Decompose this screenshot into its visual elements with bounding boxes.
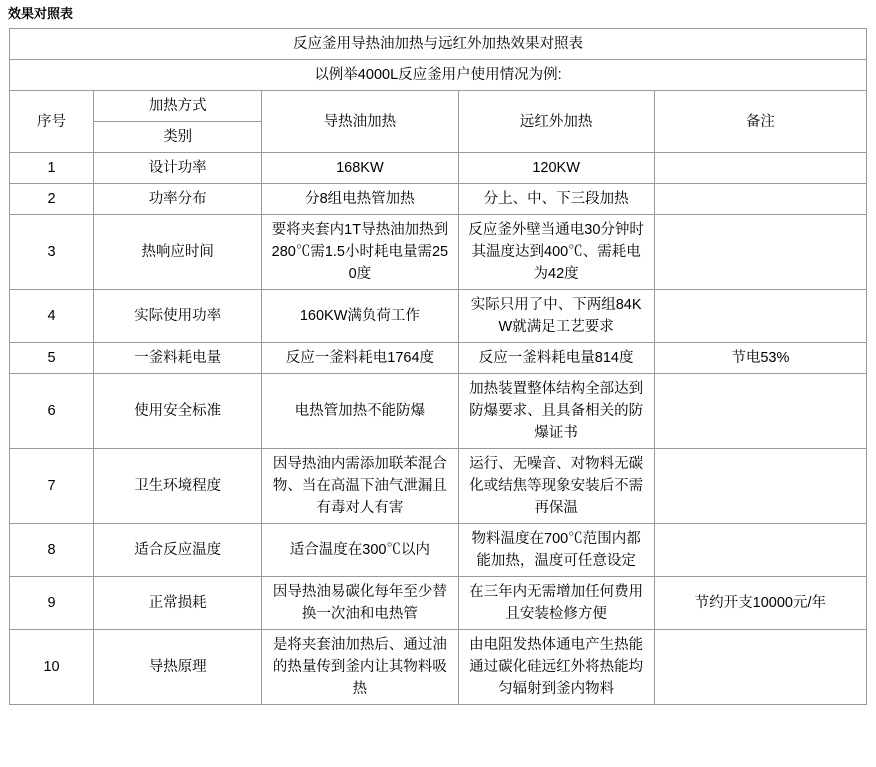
- document-page: [0, 6, 876, 705]
- page-title: 效果对照表: [8, 6, 74, 21]
- cell-infrared: 运行、无噪音、对物料无碳化或结焦等现象安装后不需再保温: [458, 449, 654, 524]
- cell-category: 设计功率: [94, 153, 262, 184]
- cell-remark: [654, 290, 866, 343]
- cell-no: 5: [10, 343, 94, 374]
- cell-oil: 因导热油易碳化每年至少替换一次油和电热管: [262, 577, 458, 630]
- cell-no: 3: [10, 215, 94, 290]
- cell-no: 6: [10, 374, 94, 449]
- cell-oil: 因导热油内需添加联苯混合物、当在高温下油气泄漏且有毒对人有害: [262, 449, 458, 524]
- cell-oil: 分8组电热管加热: [262, 184, 458, 215]
- table-subtitle-row: [10, 60, 867, 91]
- header-method-top: 加热方式: [94, 91, 262, 122]
- table-row: [10, 449, 867, 524]
- cell-category: 卫生环境程度: [94, 449, 262, 524]
- table-header-row-1: [10, 91, 867, 122]
- table-row: [10, 343, 867, 374]
- cell-no: 7: [10, 449, 94, 524]
- cell-infrared: 反应釜外壁当通电30分钟时其温度达到400℃、需耗电为42度: [458, 215, 654, 290]
- cell-infrared: 实际只用了中、下两组84KW就满足工艺要求: [458, 290, 654, 343]
- cell-infrared: 物料温度在700℃范围内都能加热，温度可任意设定: [458, 524, 654, 577]
- table-row: [10, 524, 867, 577]
- cell-infrared: 在三年内无需增加任何费用且安装检修方便: [458, 577, 654, 630]
- cell-no: 10: [10, 630, 94, 705]
- cell-infrared: 120KW: [458, 153, 654, 184]
- header-remark: 备注: [654, 91, 866, 153]
- cell-infrared: 由电阻发热体通电产生热能通过碳化硅远红外将热能均匀辐射到釜内物料: [458, 630, 654, 705]
- cell-category: 一釜料耗电量: [94, 343, 262, 374]
- cell-category: 导热原理: [94, 630, 262, 705]
- cell-no: 4: [10, 290, 94, 343]
- cell-remark: [654, 449, 866, 524]
- cell-remark: [654, 215, 866, 290]
- table-row: [10, 215, 867, 290]
- cell-remark: [654, 184, 866, 215]
- table-subtitle: 以例举4000L反应釜用户使用情况为例:: [10, 60, 867, 91]
- cell-oil: 160KW满负荷工作: [262, 290, 458, 343]
- header-no: 序号: [10, 91, 94, 153]
- header-method-bottom: 类别: [94, 122, 262, 153]
- cell-oil: 168KW: [262, 153, 458, 184]
- cell-oil: 适合温度在300℃以内: [262, 524, 458, 577]
- table-row: [10, 577, 867, 630]
- cell-category: 实际使用功率: [94, 290, 262, 343]
- cell-infrared: 加热装置整体结构全部达到防爆要求、且具备相关的防爆证书: [458, 374, 654, 449]
- cell-category: 使用安全标准: [94, 374, 262, 449]
- cell-remark: [654, 524, 866, 577]
- table-row: [10, 374, 867, 449]
- cell-remark: [654, 374, 866, 449]
- cell-infrared: 分上、中、下三段加热: [458, 184, 654, 215]
- cell-no: 9: [10, 577, 94, 630]
- header-infrared: 远红外加热: [458, 91, 654, 153]
- table-title-row: [10, 29, 867, 60]
- cell-oil: 要将夹套内1T导热油加热到280℃需1.5小时耗电量需250度: [262, 215, 458, 290]
- cell-remark: [654, 153, 866, 184]
- cell-remark: [654, 630, 866, 705]
- cell-remark: 节约开支10000元/年: [654, 577, 866, 630]
- table-row: [10, 290, 867, 343]
- cell-oil: 是将夹套油加热后、通过油的热量传到釜内让其物料吸热: [262, 630, 458, 705]
- cell-category: 热响应时间: [94, 215, 262, 290]
- cell-category: 适合反应温度: [94, 524, 262, 577]
- table-title: 反应釜用导热油加热与远红外加热效果对照表: [10, 29, 867, 60]
- cell-infrared: 反应一釜料耗电量814度: [458, 343, 654, 374]
- cell-category: 正常损耗: [94, 577, 262, 630]
- cell-no: 8: [10, 524, 94, 577]
- cell-category: 功率分布: [94, 184, 262, 215]
- header-oil: 导热油加热: [262, 91, 458, 153]
- table-row: [10, 630, 867, 705]
- cell-no: 2: [10, 184, 94, 215]
- cell-no: 1: [10, 153, 94, 184]
- cell-oil: 反应一釜料耗电1764度: [262, 343, 458, 374]
- cell-remark: 节电53%: [654, 343, 866, 374]
- comparison-table: [9, 28, 867, 705]
- cell-oil: 电热管加热不能防爆: [262, 374, 458, 449]
- table-row: [10, 184, 867, 215]
- table-row: [10, 153, 867, 184]
